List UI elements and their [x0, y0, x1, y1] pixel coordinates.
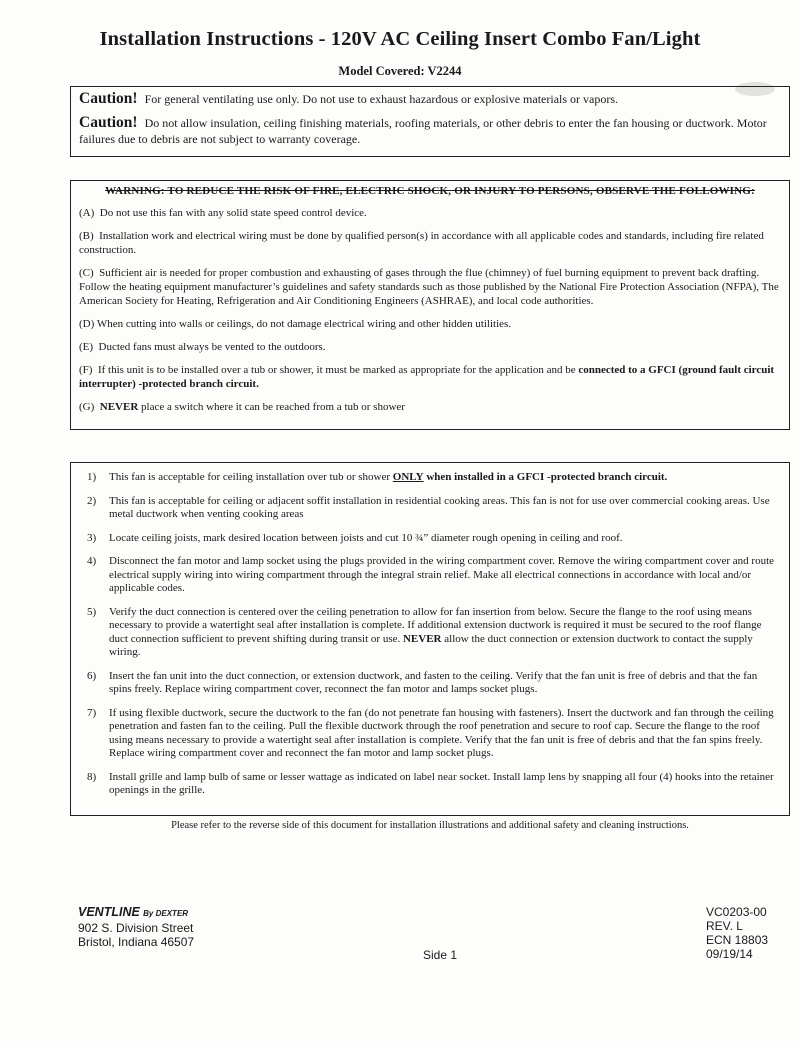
caution-box	[70, 86, 790, 157]
document-info	[706, 905, 768, 961]
step-6: 6) Insert the fan unit into the duct connection, or extension ductwork, and fasten to the ceiling. Verify that the fan unit is free of debris and that the fan spins freely. Replace wiring compartment cover, reconnect the fan motor and lamps socket plugs.	[87, 669, 758, 695]
brand-logo: VENTLINE By DEXTER	[78, 905, 189, 919]
refer-note: Please refer to the reverse side of this document for installation illustrations and additional safety and cleaning instructions.	[171, 820, 689, 831]
caution-2	[79, 115, 781, 147]
warning-item-c: (C) Sufficient air is needed for proper combustion and exhausting of gases through the flue (chimney) of fuel burning equipment to prevent back drafting. Follow the heating equipment manufacturer’s guidelines and safety standards such as those published by the National Fire Protection Association (NFPA), The American Society for Heating, Refrigeration and Air Conditioning Engineers (ASHRAE), and local code authorities.	[79, 267, 779, 307]
warning-item-b: (B) Installation work and electrical wiring must be done by qualified person(s) in accordance with all applicable codes and standards, including fire related construction.	[79, 230, 764, 256]
address-line-2: Bristol, Indiana 46507	[78, 935, 195, 949]
caution-label: Caution!	[79, 90, 138, 107]
document-date: 09/19/14	[706, 947, 753, 961]
model-covered: Model Covered: V2244	[338, 64, 462, 78]
warning-heading: WARNING: TO REDUCE THE RISK OF FIRE, ELECTRIC SHOCK, OR INJURY TO PERSONS, OBSERVE THE FOLLOWING:	[105, 185, 755, 197]
warning-item-e: (E) Ducted fans must always be vented to the outdoors.	[79, 341, 326, 353]
caution-text: For general ventilating use only. Do not use to exhaust hazardous or explosive materials or vapors.	[144, 92, 619, 106]
caution-1	[79, 91, 781, 107]
document-number: VC0203-00	[706, 905, 767, 919]
step-5: 5) Verify the duct connection is centered over the ceiling penetration to allow for fan insertion from below. Secure the flange to the roof using means necessary to provide a watertight seal after installation is complete. If additional extension ductwork is required it must be secured to the roof flange duct connection sufficient to prevent shifting during transit or use. NEVER allow the duct connection or extension ductwork to contact the supply wiring.	[87, 605, 762, 658]
side-label: Side 1	[422, 948, 458, 962]
revision: REV. L	[706, 919, 743, 933]
warning-item-d: (D) When cutting into walls or ceilings, do not damage electrical wiring and other hidden utilities.	[79, 318, 512, 330]
step-3: 3) Locate ceiling joists, mark desired location between joists and cut 10 ¾” diameter rough opening in ceiling and roof.	[87, 531, 623, 544]
step-4: 4) Disconnect the fan motor and lamp socket using the plugs provided in the wiring compartment cover. Remove the wiring compartment cover and route electrical supply wiring into wiring compartment through the integral strain relief. Make all electrical connections in accordance with local and/or applicable codes.	[87, 555, 775, 594]
steps-box	[70, 462, 790, 816]
warning-item-a: (A) Do not use this fan with any solid state speed control device.	[79, 207, 367, 219]
step-8: 8) Install grille and lamp bulb of same or lesser wattage as indicated on label near socket. Install lamp lens by snapping all four (4) hooks into the retainer openings in the grille.	[87, 770, 774, 796]
caution-label: Caution!	[79, 114, 138, 131]
company-address	[78, 905, 194, 949]
warning-item-f: (F) If this unit is to be installed over a tub or shower, it must be marked as appropriate for the application and be connected to a GFCI (ground fault circuit interrupter) -protected branch circuit.	[79, 364, 775, 390]
caution-text: Do not allow insulation, ceiling finishing materials, roofing materials, or other debris to enter the fan housing or ductwork. Motor failures due to debris are not subject to warranty coverage.	[79, 116, 767, 146]
ecn-number: ECN 18803	[706, 933, 769, 947]
address-line-1: 902 S. Division Street	[78, 921, 194, 935]
warning-item-g: (G) NEVER place a switch where it can be reached from a tub or shower	[79, 401, 405, 413]
step-7: 7) If using flexible ductwork, secure the ductwork to the fan (do not penetrate fan housing with fasteners). Insert the ductwork and fan through the ceiling penetration and fasten fan to the ceiling. Pull the flexible ductwork through the roof penetration and secure to roof cap. Secure the flange to the roof using means necessary to provide a watertight seal after installation is complete. Verify that the fan unit is free of debris and that the fan spins freely. Replace wiring compartment cover and reconnect the fan motor and lamp socket plugs.	[87, 706, 774, 759]
step-2: 2) This fan is acceptable for ceiling or adjacent soffit installation in residential cooking areas. This fan is not for use over commercial cooking areas. Use metal ductwork when venting cooking areas	[87, 494, 770, 520]
step-1: 1) This fan is acceptable for ceiling installation over tub or shower ONLY when installed in a GFCI -protected branch circuit.	[87, 471, 668, 483]
page-title: Installation Instructions - 120V AC Ceiling Insert Combo Fan/Light	[99, 28, 701, 50]
warning-box	[70, 180, 790, 430]
